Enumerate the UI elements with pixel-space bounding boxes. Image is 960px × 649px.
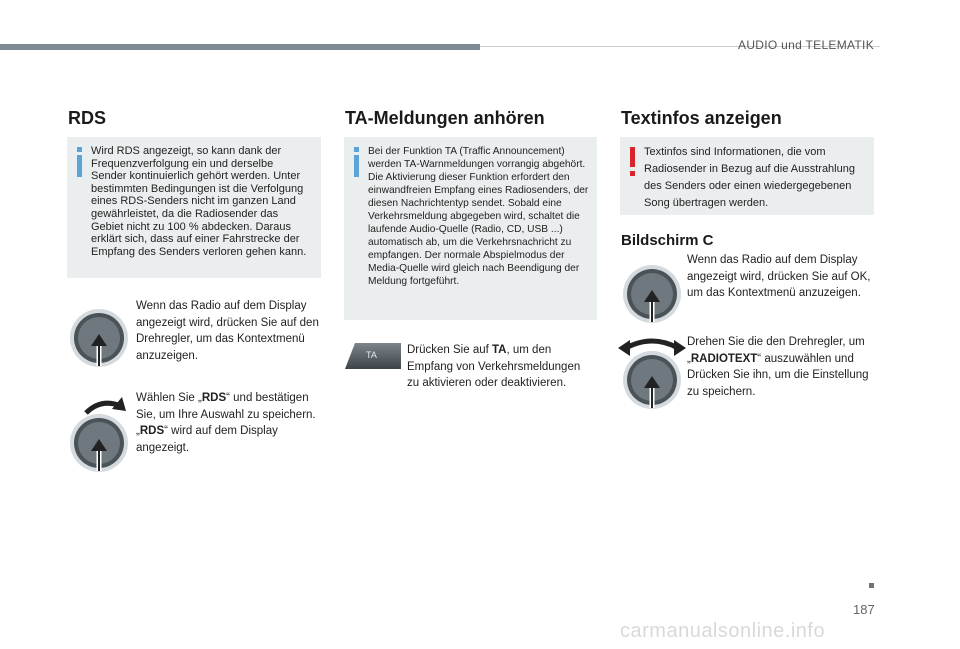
warning-icon [626,147,640,177]
ta-note-text: Bei der Funktion TA (Traffic Announcement) werden TA-Warnmeldungen vorrangig abgehört. Die Aktivierung dieser Funktion erfordert den einwandfreien Empfang eines Radiosenders, der diesen Nachrichtentyp sendet. Sobald eine Verkehrsmeldung abgegeben wird, schaltet die laufende Audio-Quelle (Radio, CD, USB ...) automatisch ab, um die Verkehrsnachricht zu empfangen. Der normale Abspielmodus der Media-Quelle wird gleich nach Beendigung der Meldung fortgeführt. [368,146,589,287]
info-icon [73,147,87,177]
rotary-knob-rotate-icon [616,336,688,410]
rotary-knob-press-icon [621,262,685,324]
rds-step-1: Wenn das Radio auf dem Display angezeigt wird, drücken Sie auf den Drehregler, um das Kontextmenü anzuzeigen. [136,300,319,362]
rds-heading: RDS [68,108,107,128]
ta-button-label: TA [366,350,377,360]
ta-info-note [344,137,597,320]
section-title: AUDIO und TELEMATIK [738,38,874,52]
ta-step: Drücken Sie auf TA, um den Empfang von Verkehrsmeldungen zu aktivieren oder deaktivieren. [407,344,581,389]
textinfo-step-1: Wenn das Radio auf dem Display angezeigt wird, drücken Sie auf OK, um das Kontextmenü anzuzeigen. [687,254,871,299]
screen-c-heading: Bildschirm C [621,232,714,249]
rds-info-note [67,137,321,278]
rotary-knob-press-icon [68,306,132,368]
rds-step-2: Wählen Sie „RDS“ und bestätigen Sie, um Ihre Auswahl zu speichern. „RDS“ wird auf dem Display angezeigt. [136,392,316,454]
textinfo-heading: Textinfos anzeigen [621,108,782,128]
page-number: 187 [853,602,875,617]
ta-heading: TA-Meldungen anhören [345,108,545,128]
info-icon [350,147,364,177]
textinfo-warning-note [620,137,874,215]
header-bar [0,44,480,50]
rotary-knob-turn-press-icon [66,395,136,473]
textinfo-note-text: Textinfos sind Informationen, die vom Radiosender in Bezug auf die Ausstrahlung des Senders oder einen wiedergegebenen Song übertragen werden. [644,146,855,209]
page-marker [869,583,874,588]
rds-note-text: Wird RDS angezeigt, so kann dank der Frequenzverfolgung ein und derselbe Sender kontinuierlich gehört werden. Unter bestimmten Bedingungen ist die Verfolgung eines RDS-Senders nicht im ganzen Land gewährleistet, da die Radiosender das Gebiet nicht zu 100 % abdecken. Daraus erklärt sich, dass auf einer Fahrstrecke der Empfang des Senders verloren gehen kann. [91,145,307,258]
watermark: carmanualsonline.info [620,620,826,642]
textinfo-step-2: Drehen Sie die den Drehregler, um „RADIOTEXT“ auszuwählen und Drücken Sie ihn, um die Einstellung zu speichern. [687,336,869,398]
